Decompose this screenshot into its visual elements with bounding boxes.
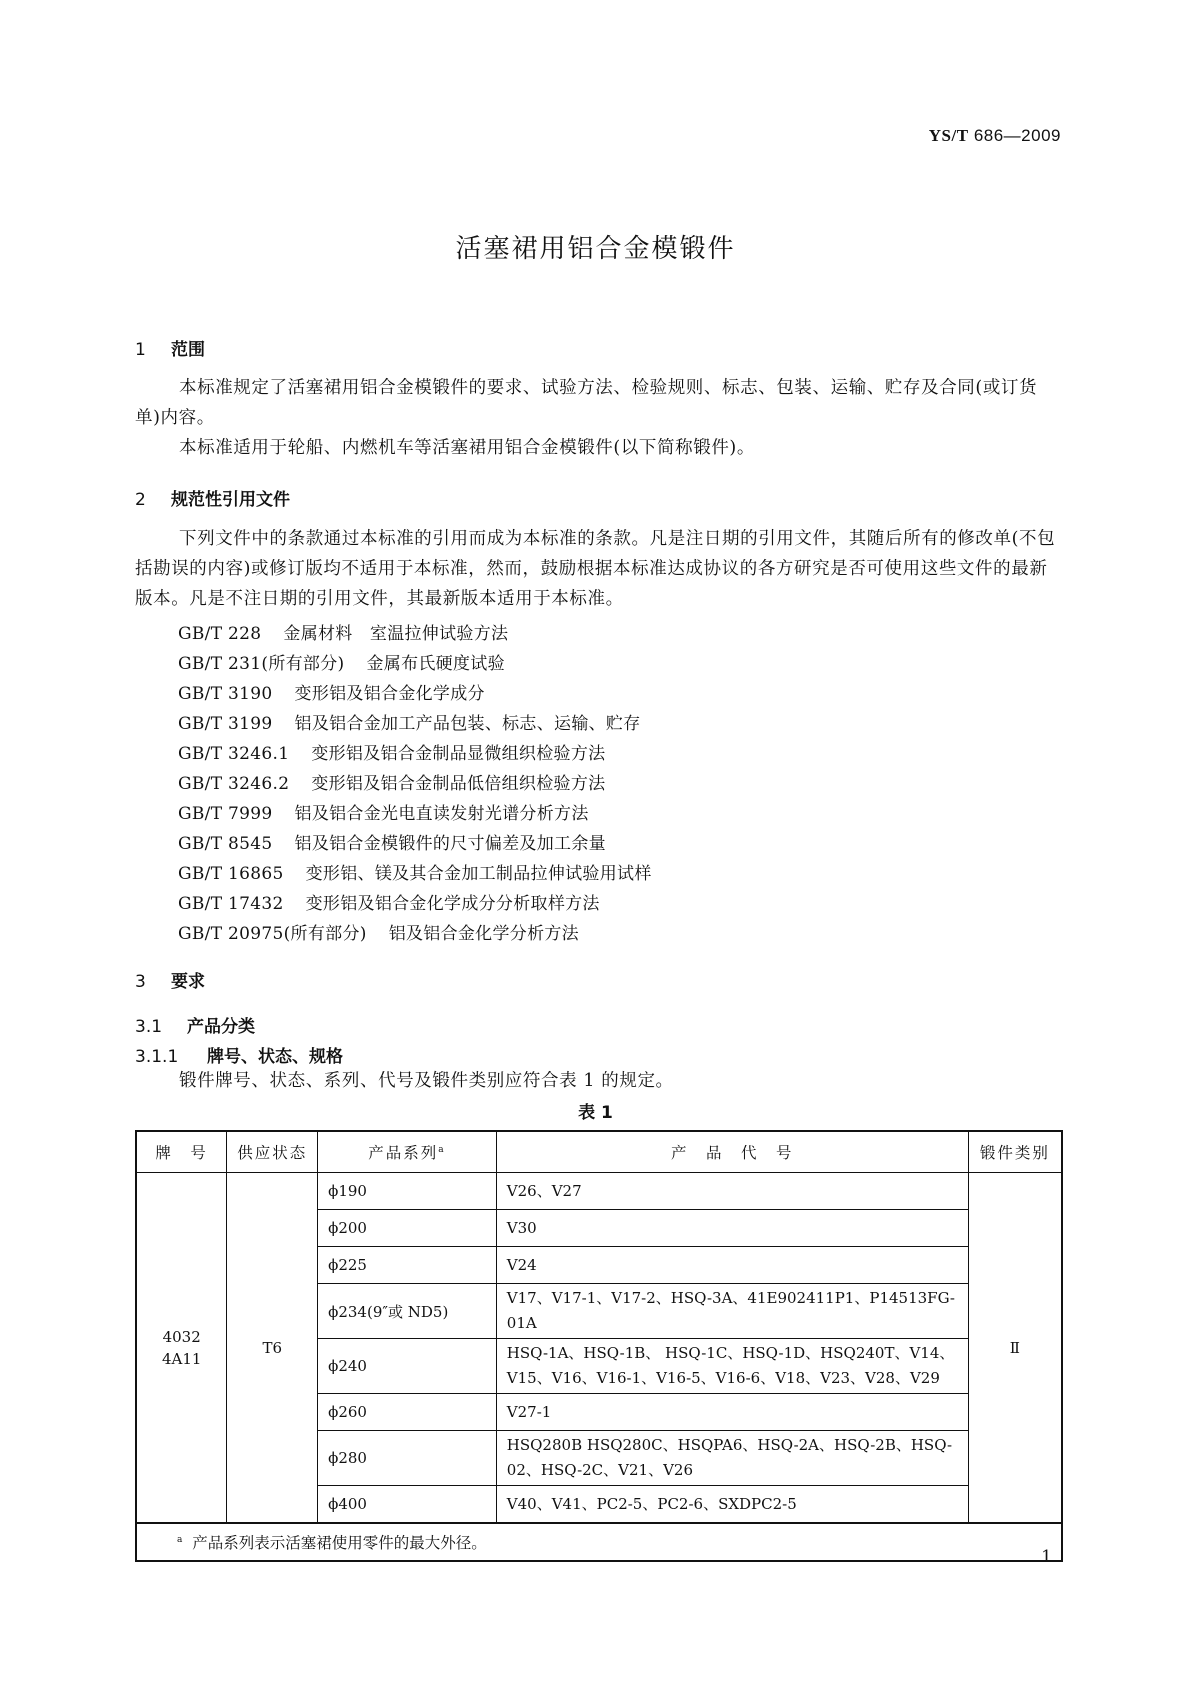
product-code-cell: V40、V41、PC2-5、PC2-6、SXDPC2-5: [496, 1486, 968, 1524]
product-code-cell: V30: [496, 1210, 968, 1247]
product-code-cell: HSQ280B HSQ280C、HSQPA6、HSQ-2A、HSQ-2B、HSQ-02、HSQ-2C、V21、V26: [496, 1431, 968, 1486]
reference-item: GB/T 228 金属材料 室温拉伸试验方法: [178, 624, 509, 644]
header-product-code: 产 品 代 号: [496, 1131, 968, 1173]
section-1-paragraph-1: 本标准规定了活塞裙用铝合金模锻件的要求、试验方法、检验规则、标志、包装、运输、贮存及合同(或订货单)内容。: [135, 378, 1038, 428]
product-code-cell: V17、V17-1、V17-2、HSQ-3A、41E902411P1、P14513FG-01A: [496, 1284, 968, 1339]
temper-cell: T6: [227, 1173, 318, 1524]
header-temper: 供应状态: [227, 1131, 318, 1173]
reference-item: GB/T 8545 铝及铝合金模锻件的尺寸偏差及加工余量: [178, 834, 606, 854]
document-title: 活塞裙用铝合金模锻件: [455, 234, 736, 264]
series-cell: ϕ225: [318, 1247, 497, 1284]
table-row: [136, 1173, 1062, 1210]
table-1: [135, 1130, 1063, 1562]
table-header-row: [136, 1131, 1062, 1173]
section-2-paragraph-1: 下列文件中的条款通过本标准的引用而成为本标准的条款。凡是注日期的引用文件，其随后所有的修改单(不包括勘误的内容)或修订版均不适用于本标准，然而，鼓励根据本标准达成协议的各方研究是否可使用这些文件的最新版本。凡是不注日期的引用文件，其最新版本适用于本标准。: [135, 529, 1056, 609]
section-2-heading: 2 规范性引用文件: [135, 490, 290, 510]
table-caption: 表 1: [578, 1103, 613, 1123]
table-footnote-row: [136, 1523, 1062, 1561]
section-1-heading: 1 范围: [135, 340, 205, 360]
reference-item: GB/T 3199 铝及铝合金加工产品包装、标志、运输、贮存: [178, 714, 641, 734]
series-cell: ϕ400: [318, 1486, 497, 1524]
page-number: 1: [1041, 1547, 1052, 1567]
reference-item: GB/T 17432 变形铝及铝合金化学成分分析取样方法: [178, 894, 600, 914]
series-cell: ϕ234(9″或 ND5): [318, 1284, 497, 1339]
section-3-1-1-heading: 3.1.1 牌号、状态、规格: [135, 1047, 343, 1067]
series-cell: ϕ190: [318, 1173, 497, 1210]
series-cell: ϕ260: [318, 1394, 497, 1431]
product-code-cell: V27-1: [496, 1394, 968, 1431]
header-series: 产品系列$^a$: [318, 1131, 497, 1173]
series-cell: ϕ280: [318, 1431, 497, 1486]
series-cell: ϕ200: [318, 1210, 497, 1247]
table-footnote: $^a$ 产品系列表示活塞裙使用零件的最大外径。: [136, 1523, 1062, 1561]
reference-item: GB/T 3246.1 变形铝及铝合金制品显微组织检验方法: [178, 744, 606, 764]
section-3-1-heading: 3.1 产品分类: [135, 1017, 255, 1037]
reference-item: GB/T 3246.2 变形铝及铝合金制品低倍组织检验方法: [178, 774, 606, 794]
section-3-1-1-paragraph: 锻件牌号、状态、系列、代号及锻件类别应符合表 1 的规定。: [179, 1071, 674, 1091]
reference-item: GB/T 7999 铝及铝合金光电直读发射光谱分析方法: [178, 804, 589, 824]
section-3-heading: 3 要求: [135, 972, 205, 992]
reference-item: GB/T 231(所有部分) 金属布氏硬度试验: [178, 654, 505, 674]
category-cell: Ⅱ: [968, 1173, 1062, 1524]
series-cell: ϕ240: [318, 1339, 497, 1394]
product-code-cell: V24: [496, 1247, 968, 1284]
reference-item: GB/T 3190 变形铝及铝合金化学成分: [178, 684, 485, 704]
header-category: 锻件类别: [968, 1131, 1062, 1173]
standard-number: YS/T 686—2009: [928, 126, 1061, 145]
header-grade: 牌 号: [136, 1131, 227, 1173]
section-1-paragraph-2: 本标准适用于轮船、内燃机车等活塞裙用铝合金模锻件(以下简称锻件)。: [179, 438, 755, 458]
reference-item: GB/T 16865 变形铝、镁及其合金加工制品拉伸试验用试样: [178, 864, 652, 884]
product-code-cell: HSQ-1A、HSQ-1B、 HSQ-1C、HSQ-1D、HSQ240T、V14、V15、V16、V16-1、V16-5、V16-6、V18、V23、V28、V29: [496, 1339, 968, 1394]
reference-item: GB/T 20975(所有部分) 铝及铝合金化学分析方法: [178, 924, 579, 944]
product-code-cell: V26、V27: [496, 1173, 968, 1210]
grade-cell: 4032 4A11: [136, 1173, 227, 1524]
